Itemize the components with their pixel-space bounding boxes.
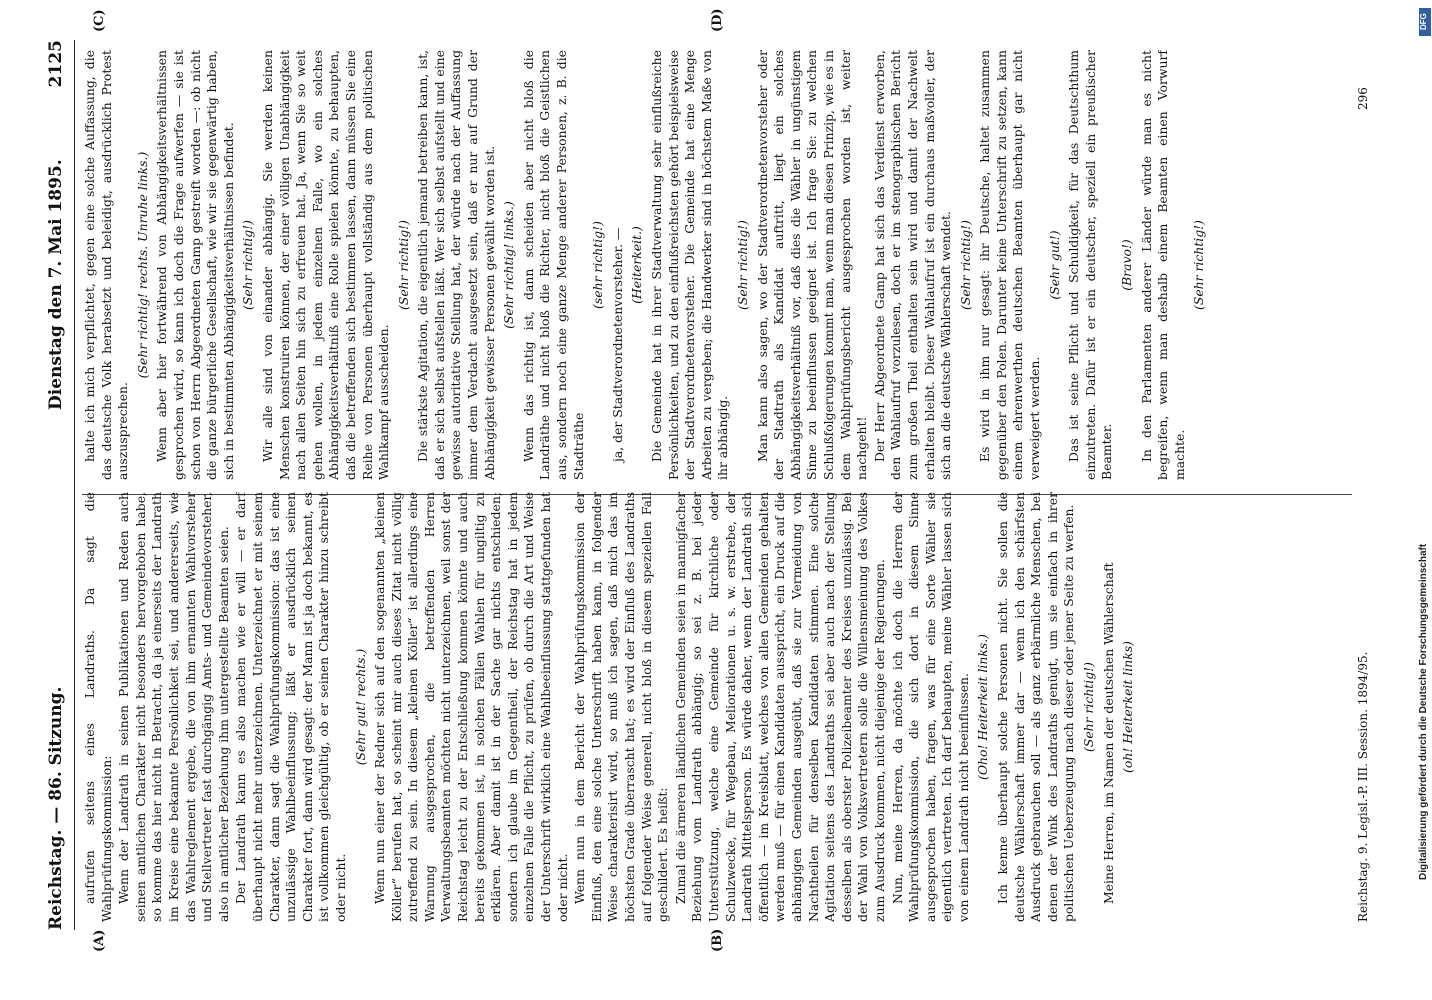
paragraph: Es wird in ihm nur gesagt: ihr Deutsche, haltet zusammen gegenüber den Polen. Darunter keine Unterschrift zu setzen, kann einem ehrenwerthen deutschen Beamten überhaupt gar nicht verweigert werden.	[977, 50, 1043, 480]
footer-sheet-number: 296	[1356, 87, 1370, 110]
paragraph: aufrufen seitens eines Landraths. Da sagt die Wahlprüfungskommission:	[82, 492, 114, 922]
right-column	[82, 50, 1352, 480]
paragraph: Der Herr Abgeordnete Gamp hat sich das Verdienst erworben, den Wahlaufruf vorzulesen, doch er im stenographischen Bericht zum großen Theil enthalten sein wird und damit der Nachwelt erhalten bleibt. Dieser Wahlaufruf ist ein durchaus maßvoller, der sich an die deutsche Wählerschaft wendet.	[871, 50, 954, 480]
paragraph: (Sehr richtig!)	[1191, 220, 1207, 310]
paragraph: Wenn das richtig ist, dann scheiden aber nicht bloß die Landräthe und nicht bloß die Richter, nicht bloß die Geistlichen aus, sondern noch eine ganze Menge anderer Personen, z. B. die Stadträthe	[520, 50, 586, 480]
header-page-number: 2125	[46, 40, 66, 88]
paragraph: (Sehr richtig!)	[1081, 662, 1097, 752]
paragraph: (oh! Heiterkeit links)	[1120, 641, 1136, 773]
footer-session-info: Reichstag. 9. Legisl.-P. III. Session. 1894/95.	[1356, 651, 1370, 922]
paragraph: (Bravo!)	[1119, 239, 1135, 291]
dfg-logo: DFG	[1419, 8, 1431, 36]
paragraph: Man kann also sagen, wo der Stadtverordnetenvorsteher oder der Stadtrath als Kandidat auftritt, liegt ein solches Abhängigkeitsverhältniß vor, daß dies die Wähler in ungünstigem Sinne zu beeinflussen geeignet ist. Ich frage Sie: zu welchen Schlußfolgerungen kommt man, wenn man diesen Prinzip, wie es in dem Wahlprüfungsbericht ausgesprochen worden ist, weiter nachgeht!	[754, 50, 870, 480]
margin-letter-d: (D)	[710, 8, 725, 32]
paragraph: (Sehr richtig!)	[240, 220, 256, 310]
paragraph: Die Gemeinde hat in ihrer Stadtverwaltung sehr einflußreiche Persönlichkeiten, und zu den einflußreichsten gehört beispielsweise der Stadtverordnetenvorsteher. Die Gemeinde hat eine Menge Arbeiten zu vergeben; die Handwerker sind in höchstem Maße von ihr abhängig.	[649, 50, 731, 480]
page-header	[40, 40, 75, 930]
paragraph: halte ich mich verpflichtet, gegen eine solche Auffassung, die das deutsche Volk herabsetzt und beleidigt, ausdrücklich Protest auszusprechen.	[82, 50, 131, 480]
paragraph: (Sehr richtig! links.)	[501, 201, 517, 329]
paragraph: Die stärkste Agitation, die eigentlich jemand betreiben kann, ist, daß er sich selbst aufstellen läßt. Wer sich selbst aufstellt und eine gewisse autoritative Stellung hat, der würde nach der Auffassung immer dem Verdacht ausgesetzt sein, daß er nur auf Grund der Abhängigkeit gewisser Personen gewählt worden ist.	[415, 50, 497, 480]
paragraph: Wir alle sind von einander abhängig. Sie werden keinen Menschen konstruiren können, der einer völligen Unabhängigkeit nach allen Seiten hin sich zu erfreuen hat. Ja, wenn Sie so weit gehen wollen, in jedem einzelnen Falle, wo ein solches Abhängigkeitsverhältniß eine Rolle spielen könnte, zu behaupten, daß die betreffenden sich bestimmen lassen, dann müssen Sie eine Reihe von Personen überhaupt vollständig aus dem politischen Wahlkampf ausscheiden.	[259, 50, 392, 480]
paragraph: (Sehr richtig!)	[957, 220, 973, 310]
paragraph: (Heiterkeit.)	[629, 226, 645, 304]
dfg-funding-notice: Digitalisierung gefördert durch die Deutsche Forschungsgemeinschaft	[1418, 543, 1429, 880]
paragraph: Wenn aber hier fortwährend von Abhängigkeitsverhältnissen gesprochen wird, so kann ich doch die Frage aufwerfen — sie ist schon von Herrn Abgeordneten Gamp gestreift worden —: ob nicht die ganze bürgerliche Gesellschaft, wie wir sie gegenwärtig haben, sich in bestimmten Abhängigkeitsverhältnissen befindet.	[154, 50, 236, 480]
paragraph: (sehr richtig!)	[590, 221, 606, 309]
paragraph: (Sehr richtig!)	[734, 220, 750, 310]
paragraph: (Sehr richtig!)	[395, 220, 411, 310]
margin-letter-a: (A)	[92, 929, 107, 952]
margin-letter-c: (C)	[92, 9, 107, 32]
margin-letter-b: (B)	[710, 928, 725, 952]
paragraph: (Sehr richtig! rechts. Unruhe links.)	[134, 151, 150, 379]
paragraph: Meine Herren, im Namen der deutschen Wählerschaft	[1100, 562, 1116, 904]
dfg-margin	[1418, 0, 1432, 1000]
left-column	[82, 492, 1352, 922]
paragraph: (Sehr gut!)	[1046, 230, 1062, 300]
paragraph: Der Landrath kann es also machen wie er will — er darf überhaupt nicht mehr unterzeichnen. Unterzeichnet er mit seinem Charakter, dann sagt die Wahlprüfungskommission: das ist eine unzulässige Wahlbeeinflussung; läßt er ausdrücklich seinen Charakter fort, dann wird gesagt: der Mann ist ja doch bekannt, es ist vollkommen gleichgültig, ob er seinen Charakter hinzu schreibt oder nicht.	[233, 492, 348, 922]
header-session: Reichstag. — 86. Sitzung.	[46, 686, 66, 930]
paragraph: Zumal die ärmeren ländlichen Gemeinden seien in mannigfacher Beziehung vom Landrath abhängig; so sei z. B. bei jeder Unterstützung, welche eine Gemeinde für kirchliche oder Schulzwecke, für Wegebau, Meliorationen u. s. w. erstrebe, der Landrath Mittelsperson. Es würde daher, wenn der Landrath sich öffentlich — im Kreisblatt, welches von allen Gemeinden gehalten werden muß — für einen Kandidaten ausspricht, ein Druck auf die abhängigen Gemeinden ausgeübt, daß sie zur Vermeidung von Nachtheilen für denselben Kandidaten stimmen. Eine solche Agitation seitens des Landraths sei aber auch nach der Stellung desselben als oberster Polizeibeamter des Kreises unzulässig. Bei der Wahl von Volksvertretern solle die Willensmeinung des Volkes zum Ausdruck kommen, nicht diejenige der Regierungen.	[672, 492, 887, 922]
paragraph: (Sehr gut! rechts.)	[352, 648, 368, 766]
paragraph: In den Parlamenten anderer Länder würde man es nicht begreifen, wenn man deshalb einem Beamten einen Vorwurf machte.	[1138, 50, 1187, 480]
paragraph: ja, der Stadtverordnetenvorsteher. —	[609, 227, 625, 462]
header-date: Dienstag den 7. Mai 1895.	[46, 159, 66, 410]
paragraph: Ich kenne überhaupt solche Personen nicht. Sie sollen die deutsche Wählerschaft immer dar — wenn ich den schärfsten Ausdruck gebrauchen soll — als ganz erbärmliche Menschen, bei denen der Wink des Landraths genügt, um sie einfach in ihrer politischen Ueberzeugung nach dieser oder jener Seite zu werfen.	[995, 492, 1077, 922]
paragraph: Wenn nun in dem Bericht der Wahlprüfungskommission der Einfluß, den eine solche Unterschrift haben kann, in folgender Weise charakterisirt wird, so muß ich sagen, daß mich das im höchsten Grade überrascht hat; es wird der Einfluß des Landraths auf folgender Weise generell, nicht bloß in diesem speziellen Fall geschildert. Es heißt:	[572, 492, 671, 922]
paragraph: Das ist seine Pflicht und Schuldigkeit, für das Deutschthum einzutreten. Dafür ist er ein deutscher, speziell ein preußischer Beamter.	[1066, 50, 1115, 480]
paragraph: Wenn nun einer der Redner sich auf den sogenannten „kleinen Köller“ berufen hat, so scheint mir auch dieses Zitat nicht völlig zutreffend zu sein. In diesem „kleinen Köller“ ist allerdings eine Warnung ausgesprochen, die betreffenden Herren Verwaltungsbeamten möchten nicht unterzeichnen, weil sonst der Reichstag leicht zu der Entschließung kommen könnte und auch bereits gekommen ist, in solchen Fällen Wahlen für ungiltig zu erklären. Aber damit ist in der Sache gar nichts entschieden; sondern ich glaube im Gegentheil, der Reichstag hat in jedem einzelnen Falle die Pflicht, zu prüfen, ob durch die Art und Weise der Unterschrift wirklich eine Wahlbeeinflussung stattgefunden hat oder nicht.	[372, 492, 570, 922]
paragraph: (Oho! Heiterkeit links.)	[975, 634, 991, 780]
paragraph: Wenn der Landrath in seinen Publikationen und Reden auch seinen amtlichen Charakter nicht besonders hervorgehoben habe, so komme das hier nicht in Betracht, da ja einerseits der Landrath im Kreise eine bekannte Persönlichkeit sei, und andererseits, wie das Wahlreglement ergebe, die von ihm ernannten Wahlvorsteher und Stellvertreter fast durchgängig Amts- und Gemeindevorsteher, also in amtlicher Beziehung ihm untergestellte Beamten seien.	[116, 492, 231, 922]
paragraph: Nun, meine Herren, da möchte ich doch die Herren der Wahlprüfungskommission, die sich dort in diesem Sinne ausgesprochen haben, fragen, was für eine Sorte Wähler sie eigentlich vertreten. Ich darf behaupten, meine Wähler lassen sich von einem Landrath nicht beeinflussen.	[889, 492, 971, 922]
